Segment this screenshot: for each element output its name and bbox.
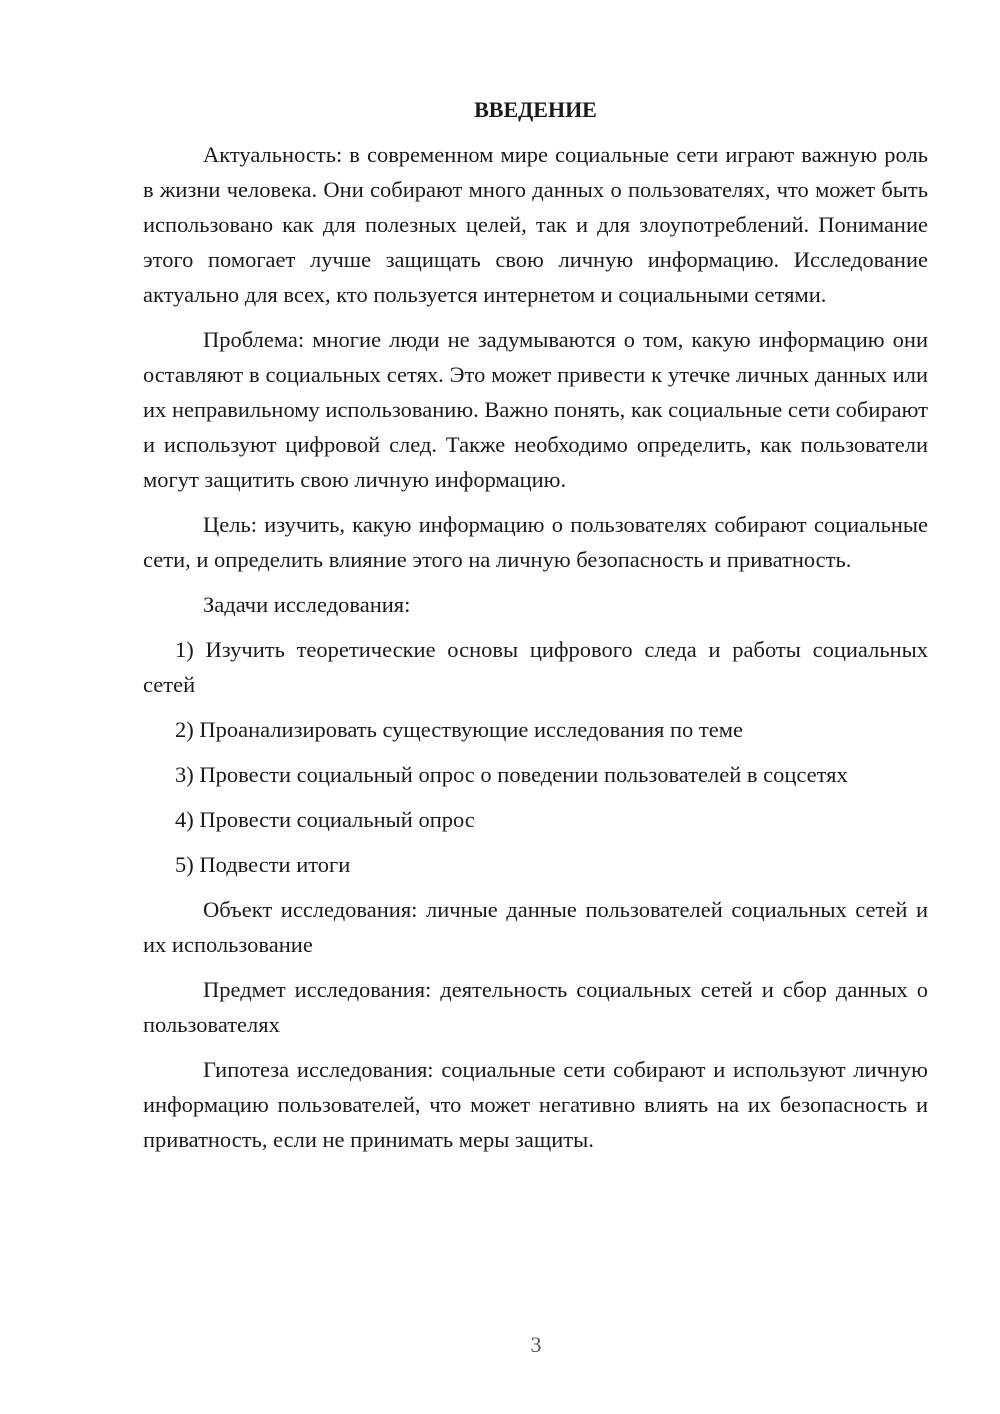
document-body <box>143 92 928 1167</box>
paragraph-problem: Проблема: многие люди не задумываются о том, какую информацию они оставляют в социальных сетях. Это может привести к утечке личных данных или их неправильному использованию. Важно понять, как социальные сети собирают и используют цифровой след. Также необходимо определить, как пользователи могут защитить свою личную информацию. <box>143 327 928 492</box>
tasks-heading: Задачи исследования: <box>203 592 411 617</box>
page-number: 3 <box>530 1332 542 1357</box>
paragraph-subject: Предмет исследования: деятельность социальных сетей и сбор данных о пользователях <box>143 977 928 1037</box>
list-item-task-3: 3) Провести социальный опрос о поведении пользователей в соцсетях <box>175 762 848 787</box>
list-item-task-2: 2) Проанализировать существующие исследования по теме <box>175 717 743 742</box>
page-title: ВВЕДЕНИЕ <box>474 97 597 122</box>
paragraph-goal: Цель: изучить, какую информацию о пользователях собирают социальные сети, и определить влияние этого на личную безопасность и приватность. <box>143 512 928 572</box>
list-item-task-5: 5) Подвести итоги <box>175 852 351 877</box>
paragraph-hypothesis: Гипотеза исследования: социальные сети собирают и используют личную информацию пользователей, что может негативно влиять на их безопасность и приватность, если не принимать меры защиты. <box>143 1057 928 1152</box>
paragraph-relevance: Актуальность: в современном мире социальные сети играют важную роль в жизни человека. Они собирают много данных о пользователях, что может быть использовано как для полезных целей, так и для злоупотреблений. Понимание этого помогает лучше защищать свою личную информацию. Исследование актуально для всех, кто пользуется интернетом и социальными сетями. <box>143 142 928 307</box>
paragraph-object: Объект исследования: личные данные пользователей социальных сетей и их использование <box>143 897 928 957</box>
list-item-task-4: 4) Провести социальный опрос <box>175 807 475 832</box>
list-item-task-1: 1) Изучить теоретические основы цифрового следа и работы социальных сетей <box>143 637 928 697</box>
